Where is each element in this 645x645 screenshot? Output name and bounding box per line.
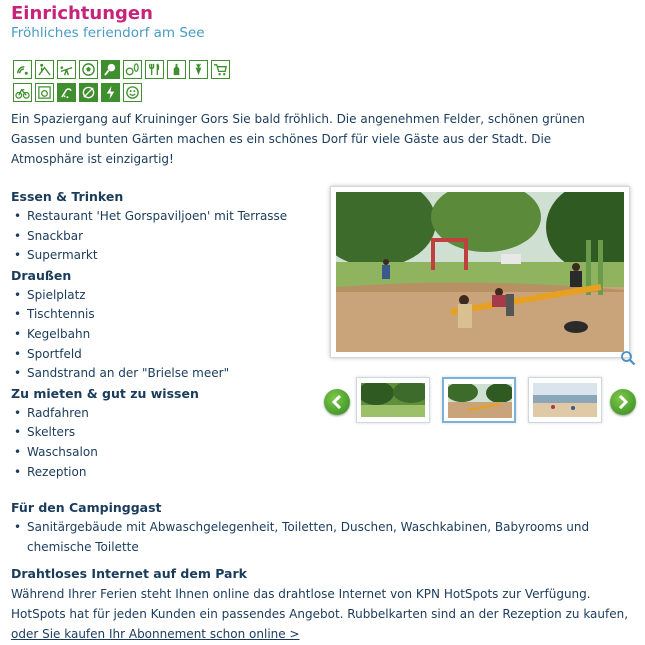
list-item: • Tischtennis — [11, 305, 321, 325]
section-heading: Für den Campinggast — [11, 500, 162, 515]
section-heading: Zu mieten & gut zu wissen — [11, 385, 199, 401]
football-icon[interactable] — [79, 60, 98, 79]
section-list — [11, 518, 631, 557]
gallery-thumb-3[interactable] — [528, 377, 602, 423]
section-list — [11, 207, 321, 266]
facility-list — [11, 187, 321, 482]
list-item: • Skelters — [11, 423, 321, 443]
playground-icon[interactable] — [35, 60, 54, 79]
chevron-left-icon — [331, 395, 343, 409]
list-item: • Spielplatz — [11, 286, 321, 306]
facility-icons-row-2 — [13, 83, 253, 102]
section-food — [11, 187, 321, 266]
shopping-cart-icon[interactable] — [211, 60, 230, 79]
gallery-thumb-1[interactable] — [356, 377, 430, 423]
gallery-prev-button[interactable] — [324, 389, 350, 415]
section-camping — [11, 498, 631, 557]
bottle-icon[interactable] — [167, 60, 186, 79]
page-title: Einrichtungen — [11, 3, 153, 24]
bowling-icon[interactable] — [123, 60, 142, 79]
facility-icons — [13, 60, 253, 106]
intro-text: Ein Spaziergang auf Kruininger Gors Sie bald fröhlich. Die angenehmen Felder, schönen grünen Gassen und bunten Gärten machen es ein schönes Dorf für viele Gäste aus der Stadt. Die Atmosphäre ist einzigartig! — [11, 112, 585, 166]
shower-icon[interactable] — [57, 83, 76, 102]
playground-photo — [336, 192, 624, 352]
list-item: • Supermarkt — [11, 246, 321, 266]
main-photo[interactable] — [330, 186, 630, 358]
gallery-next-button[interactable] — [610, 389, 636, 415]
section-rental — [11, 384, 321, 482]
section-wifi — [11, 564, 631, 644]
seesaw-icon[interactable] — [57, 60, 76, 79]
gallery-thumb-2[interactable] — [442, 377, 516, 423]
list-item: • Sanitärgebäude mit Abwaschgelegenheit, Toiletten, Duschen, Waschkabinen, Babyrooms und chemische Toilette — [11, 518, 631, 557]
section-heading: Draußen — [11, 267, 72, 283]
section-heading: Drahtloses Internet auf dem Park — [11, 566, 247, 581]
sports-field-icon[interactable] — [79, 83, 98, 102]
list-item: • Sportfeld — [11, 345, 321, 365]
carrot-icon[interactable] — [189, 60, 208, 79]
electricity-icon[interactable] — [101, 83, 120, 102]
section-list — [11, 404, 321, 482]
bicycle-icon[interactable] — [13, 83, 32, 102]
list-item: • Rezeption — [11, 463, 321, 483]
thumb-image-2 — [448, 384, 512, 418]
thumb-image-3 — [533, 383, 597, 417]
wifi-text: Während Ihrer Ferien steht Ihnen online das drahtlose Internet von KPN HotSpots zur Verfügung. HotSpots hat für jeden Kunden ein passendes Angebot. Rubbelkarten sind an der Rezeption zu kaufen, — [11, 587, 629, 621]
list-item: • Restaurant 'Het Gorspaviljoen' mit Terrasse — [11, 207, 321, 227]
list-item: • Snackbar — [11, 227, 321, 247]
laundry-icon[interactable] — [35, 83, 54, 102]
list-item: • Kegelbahn — [11, 325, 321, 345]
restaurant-icon[interactable] — [145, 60, 164, 79]
section-outdoor — [11, 266, 321, 384]
table-tennis-icon[interactable] — [101, 60, 120, 79]
facility-icons-row-1 — [13, 60, 253, 79]
section-list — [11, 286, 321, 384]
smiley-icon[interactable] — [123, 83, 142, 102]
wifi-icon[interactable] — [13, 60, 32, 79]
list-item: • Waschsalon — [11, 443, 321, 463]
list-item: • Sandstrand an der "Brielse meer" — [11, 364, 321, 384]
section-heading: Essen & Trinken — [11, 189, 124, 204]
thumb-image-1 — [361, 383, 425, 417]
online-subscription-link[interactable]: oder Sie kaufen Ihr Abonnement schon online > — [11, 627, 300, 641]
chevron-right-icon — [617, 395, 629, 409]
page-subtitle: Fröhliches feriendorf am See — [11, 25, 205, 41]
list-item: • Radfahren — [11, 404, 321, 424]
